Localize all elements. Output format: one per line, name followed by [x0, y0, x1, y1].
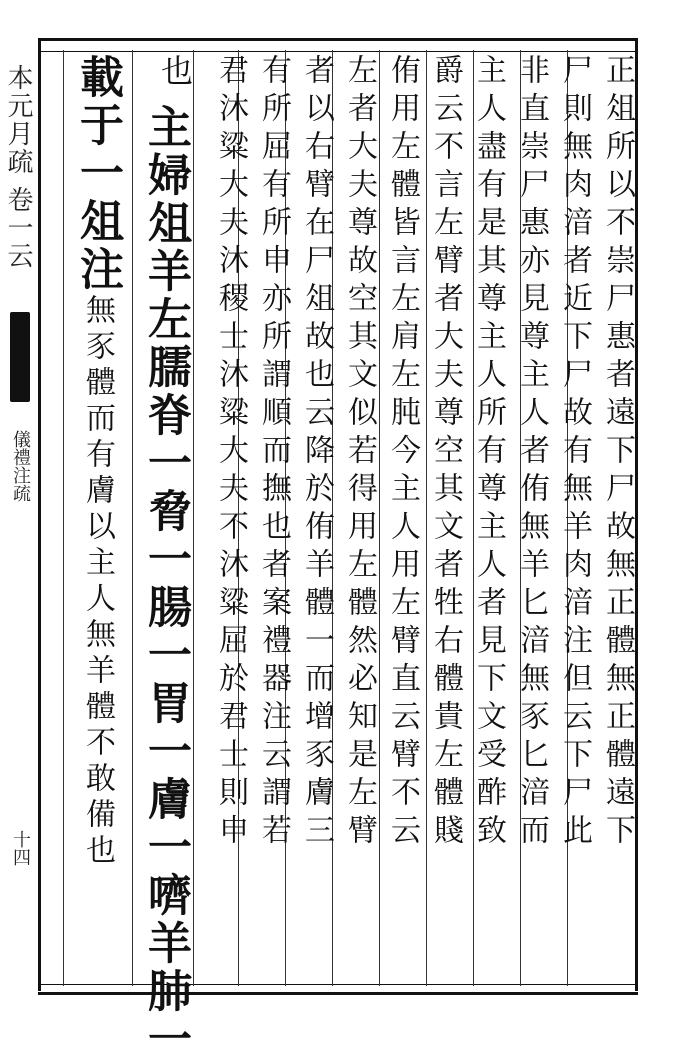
text-column: 非直崇尸惠亦見尊主人者侑無羊匕湆無豕匕湆而	[514, 54, 549, 852]
right-border	[635, 38, 638, 991]
text-column: 者以右臂在尸俎故也云降於侑羊體一而增豕膚三	[299, 54, 334, 852]
text-column: 君沐粱大夫沐稷士沐粱大夫不沐粱屈於君士則申	[213, 54, 248, 852]
text-column: 也	[156, 54, 194, 93]
text-column: 爵云不言左臂者大夫尊空其文者牲右體貴左體賤	[428, 54, 463, 852]
text-column: 侑用左體皆言左肩左肫今主人用左臂直云臂不云	[385, 54, 420, 852]
top-border	[38, 38, 638, 52]
text-column: 正俎所以不崇尸惠者遠下尸故無正體無正體遠下	[600, 54, 635, 852]
left-border	[38, 38, 41, 991]
margin-header: 本元月疏 卷一云	[3, 64, 33, 271]
column-rule	[193, 50, 194, 986]
text-column: 主人盡有是其尊主人所有尊主人者見下文受酢致	[471, 54, 506, 852]
bottom-border	[38, 984, 638, 995]
margin-column	[0, 50, 36, 986]
fish-tail-mark	[10, 312, 30, 402]
book-title: 儀禮注疏	[10, 430, 31, 502]
text-column: 尸則無肉湆者近下尸故有無羊肉湆注但云下尸此	[557, 54, 592, 852]
text-column: 左者大夫尊故空其文似若得用左體然必知是左臂	[342, 54, 377, 852]
column-rule	[379, 50, 380, 986]
main-text-column: 載于一俎注無豕體而有膚以主人無羊體不敢備也	[72, 54, 123, 870]
page-number: 十四	[10, 830, 31, 866]
column-rule	[426, 50, 427, 986]
main-text-column: 主婦俎羊左臑脊一脅一腸一胃一膚一嚌羊肺一	[140, 104, 191, 1064]
column-rule	[132, 50, 133, 986]
text-column: 有所屈有所申亦所謂順而撫也者案禮器注云謂若	[256, 54, 291, 852]
column-rule	[63, 50, 64, 986]
